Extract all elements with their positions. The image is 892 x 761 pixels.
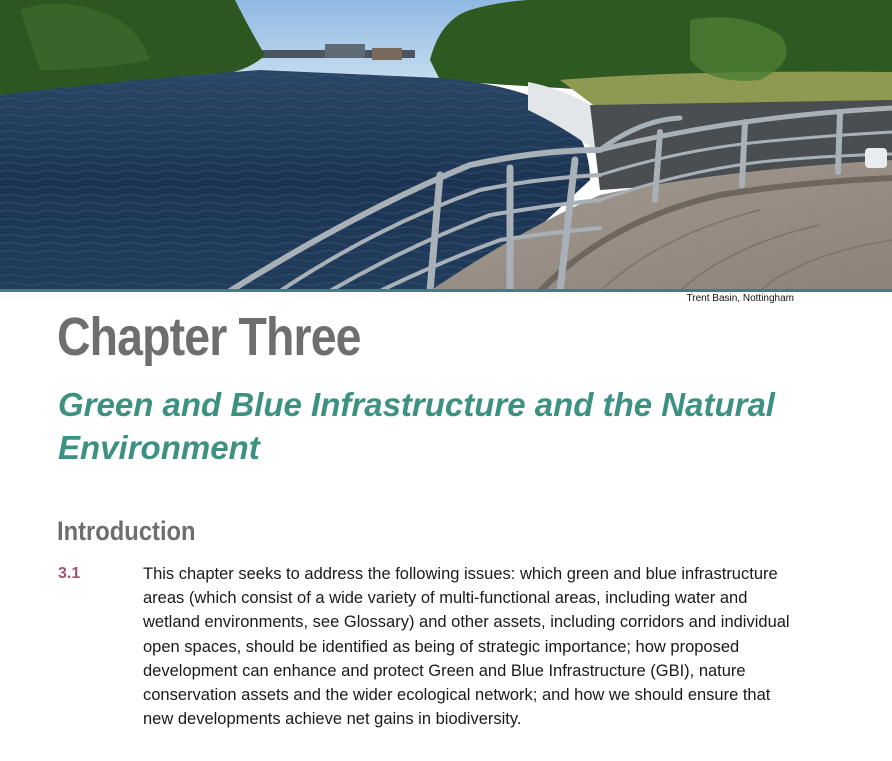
chapter-subtitle: Green and Blue Infrastructure and the Natural Environment — [58, 386, 775, 466]
section-heading: Introduction — [57, 516, 196, 546]
distant-building — [372, 48, 402, 60]
distant-building — [325, 44, 365, 58]
trent-basin-photo — [0, 0, 892, 291]
mooring-bollard — [865, 148, 887, 168]
photo-divider — [0, 289, 892, 292]
paragraph-number: 3.1 — [58, 565, 81, 582]
photo-caption: Trent Basin, Nottingham — [686, 293, 794, 304]
header-photo — [0, 0, 892, 291]
paragraph-text: This chapter seeks to address the following issues: which green and blue infrastructure areas (which consist of a wide variety of multi-functional areas, including water and wetland environments, see Glossary) and other assets, including corridors and individual open spaces, should be identified as being of strategic importance; how proposed development can enhance and protect Green and Blue Infrastructure (GBI), nature conservation assets and the wider ecological network; and how we should ensure that new developments achieve net gains in biodiversity. — [143, 565, 790, 729]
chapter-title: Chapter Three — [57, 307, 361, 367]
